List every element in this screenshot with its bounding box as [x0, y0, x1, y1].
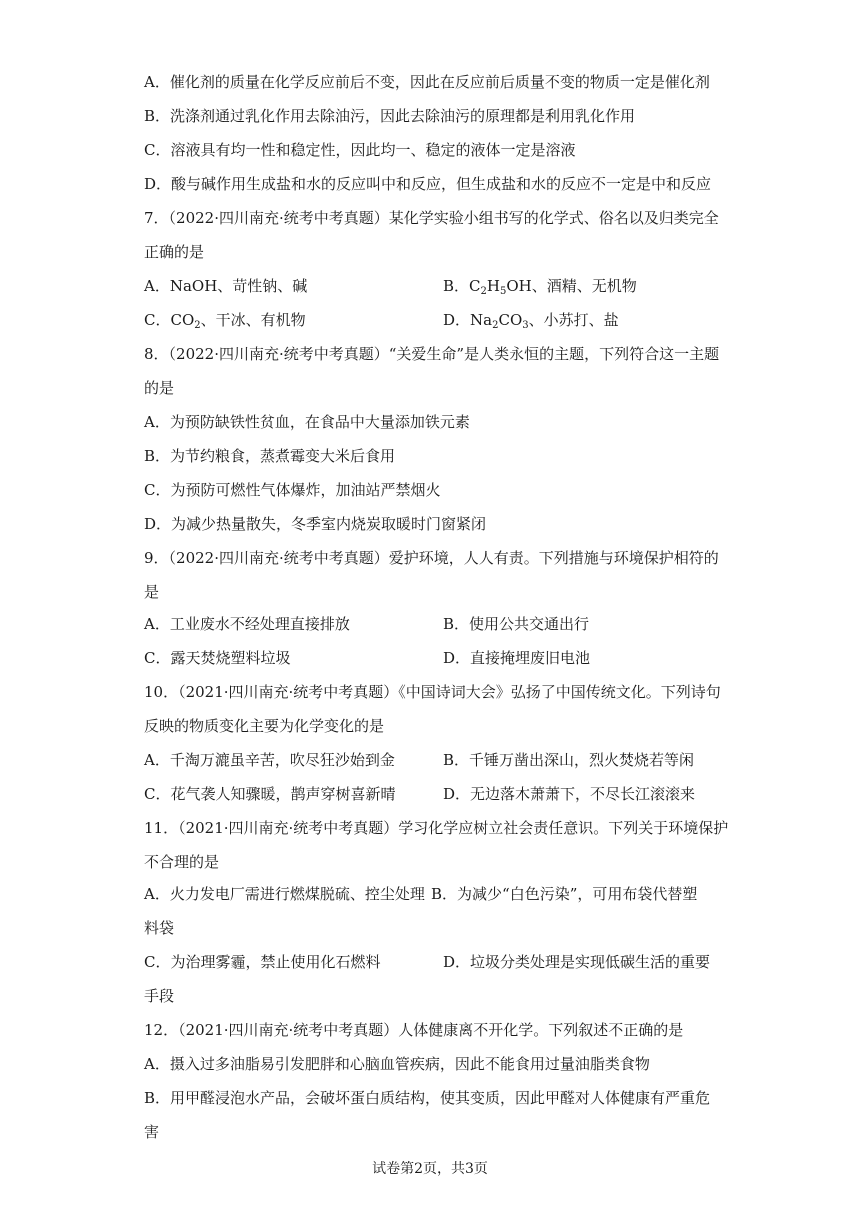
q7-option-a: A．NaOH、苛性钠、碱	[144, 277, 308, 295]
q11-option-d-line-1: D．垃圾分类处理是实现低碳生活的重要	[443, 953, 711, 971]
q9-stem-line-2: 是	[144, 583, 160, 601]
q7-option-b: B．$C_2H_5OH$、酒精、无机物	[443, 277, 637, 297]
q6-option-b: B．洗涤剂通过乳化作用去除油污，因此去除油污的原理都是利用乳化作用	[144, 107, 636, 125]
q12-option-a: A．摄入过多油脂易引发肥胖和心脑血管疾病，因此不能食用过量油脂类食物	[144, 1055, 650, 1073]
q9-option-b: B．使用公共交通出行	[443, 615, 590, 633]
q8-stem-line-1: 8．（2022·四川南充·统考中考真题）“关爱生命”是人类永恒的主题，下列符合这一主题	[144, 345, 720, 363]
q9-option-d: D．直接掩埋废旧电池	[443, 649, 591, 667]
q11-option-a: A．火力发电厂需进行燃煤脱硫、控尘处理	[144, 885, 425, 903]
q11-option-b-line-1: B．为减少“白色污染”，可用布袋代替塑	[431, 885, 698, 903]
q7-option-d: D．$Na_2CO_3$、小苏打、盐	[443, 311, 619, 331]
q6-option-c: C．溶液具有均一性和稳定性，因此均一、稳定的液体一定是溶液	[144, 141, 576, 159]
q11-option-b-line-2: 料袋	[144, 919, 175, 937]
q12-stem: 12．（2021·四川南充·统考中考真题）人体健康离不开化学。下列叙述不正确的是	[144, 1021, 684, 1039]
q11-option-c: C．为治理雾霾，禁止使用化石燃料	[144, 953, 381, 971]
q6-option-d: D．酸与碱作用生成盐和水的反应叫中和反应，但生成盐和水的反应不一定是中和反应	[144, 175, 712, 193]
q9-option-c: C．露天焚烧塑料垃圾	[144, 649, 291, 667]
q6-option-a: A．催化剂的质量在化学反应前后不变，因此在反应前后质量不变的物质一定是催化剂	[144, 73, 710, 91]
q11-stem-line-1: 11．（2021·四川南充·统考中考真题）学习化学应树立社会责任意识。下列关于环境保护	[144, 819, 729, 837]
q10-option-a: A．千淘万漉虽辛苦，吹尽狂沙始到金	[144, 751, 395, 769]
q7-stem-line-2: 正确的是	[144, 243, 205, 261]
q7-stem-line-1: 7．（2022·四川南充·统考中考真题）某化学实验小组书写的化学式、俗名以及归类完全	[144, 209, 719, 227]
q9-stem-line-1: 9．（2022·四川南充·统考中考真题）爱护环境，人人有责。下列措施与环境保护相符的	[144, 549, 719, 567]
q8-option-c: C．为预防可燃性气体爆炸，加油站严禁烟火	[144, 481, 441, 499]
q8-option-a: A．为预防缺铁性贫血，在食品中大量添加铁元素	[144, 413, 470, 431]
q8-option-d: D．为减少热量散失，冬季室内烧炭取暖时门窗紧闭	[144, 515, 487, 533]
q10-stem-line-2: 反映的物质变化主要为化学变化的是	[144, 717, 385, 735]
q10-option-b: B．千锤万凿出深山，烈火焚烧若等闲	[443, 751, 695, 769]
q8-option-b: B．为节约粮食，蒸煮霉变大米后食用	[144, 447, 396, 465]
page-footer: 试卷第2页，共3页	[372, 1161, 488, 1177]
q7-option-c: C．$CO_2$、干冰、有机物	[144, 311, 306, 331]
q10-option-c: C．花气袭人知骤暖，鹊声穿树喜新晴	[144, 785, 396, 803]
q11-option-d-line-2: 手段	[144, 987, 175, 1005]
q12-option-b-line-2: 害	[144, 1123, 160, 1141]
q12-option-b-line-1: B．用甲醛浸泡水产品，会破坏蛋白质结构，使其变质，因此甲醛对人体健康有严重危	[144, 1089, 711, 1107]
q8-stem-line-2: 的是	[144, 379, 175, 397]
q9-option-a: A．工业废水不经处理直接排放	[144, 615, 350, 633]
q11-stem-line-2: 不合理的是	[144, 853, 220, 871]
q10-stem-line-1: 10．（2021·四川南充·统考中考真题）《中国诗词大会》弘扬了中国传统文化。下列诗句	[144, 683, 721, 701]
q10-option-d: D．无边落木萧萧下，不尽长江滚滚来	[443, 785, 696, 803]
